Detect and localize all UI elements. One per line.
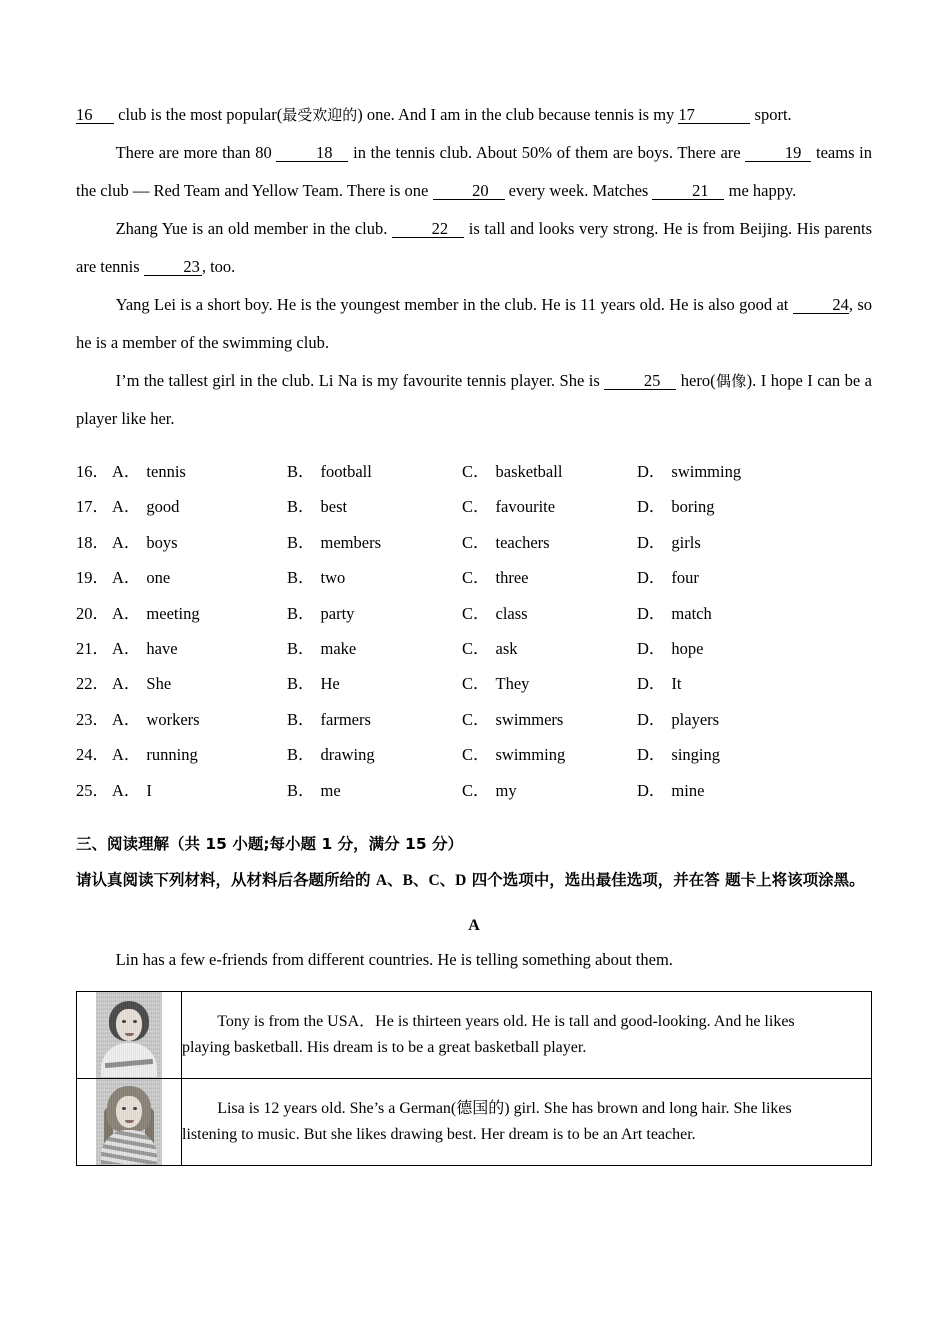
cloze-text: ). I hope I can be a player like her. xyxy=(76,371,873,428)
photo-cell xyxy=(77,1079,182,1166)
option-choice-c[interactable] xyxy=(462,525,637,560)
option-text: match xyxy=(671,603,712,623)
option-row xyxy=(76,596,872,631)
option-letter: D． xyxy=(637,709,666,729)
option-letter: C． xyxy=(462,462,490,481)
option-letter: B． xyxy=(287,532,315,552)
profile-line: Lisa is 12 years old. She’s a German(德国的) girl. She has brown and long hair. She likes xyxy=(217,1100,792,1118)
option-choice-b[interactable] xyxy=(287,525,462,560)
option-row-number: 21． xyxy=(76,639,109,659)
table-row xyxy=(77,992,872,1079)
blank-20[interactable]: 20 xyxy=(433,182,505,200)
option-text: He xyxy=(320,674,340,694)
option-text: ask xyxy=(495,639,518,659)
option-row xyxy=(76,525,872,560)
blank-22[interactable]: 22 xyxy=(392,220,464,238)
lisa-portrait xyxy=(96,1079,162,1165)
option-row xyxy=(76,454,872,489)
option-text: tennis xyxy=(146,462,186,481)
option-text: favourite xyxy=(495,497,556,517)
option-text: hope xyxy=(671,639,704,659)
option-text: football xyxy=(320,462,372,481)
option-letter: B． xyxy=(287,603,315,623)
option-choice-d[interactable] xyxy=(637,773,812,808)
option-letter: D． xyxy=(637,568,666,588)
option-text: have xyxy=(146,639,178,659)
option-choice-a[interactable] xyxy=(112,702,287,737)
blank-25[interactable]: 25 xyxy=(604,372,676,390)
option-row xyxy=(76,489,872,524)
option-text: three xyxy=(495,568,529,588)
cloze-text: I’m the tallest girl in the club. Li Na is my favourite tennis player. She is xyxy=(115,371,600,390)
option-choice-c[interactable] xyxy=(462,596,637,631)
option-choice-c[interactable] xyxy=(462,773,637,808)
option-row-number: 25． xyxy=(76,780,109,800)
option-letter: B． xyxy=(287,568,315,588)
option-letter: B． xyxy=(287,674,315,694)
option-choice-b[interactable] xyxy=(287,560,462,595)
option-text: meeting xyxy=(146,603,200,623)
option-text: singing xyxy=(671,745,721,765)
option-letter: D． xyxy=(637,497,666,517)
option-letter: D． xyxy=(637,674,666,694)
cloze-text: , too. xyxy=(201,257,236,276)
option-text: teachers xyxy=(495,532,550,552)
profile-line: Tony is from the USA．He is thirteen years old. He is tall and good-looking. And he likes xyxy=(217,1013,795,1031)
option-letter: A． xyxy=(112,709,141,729)
option-text: players xyxy=(671,709,720,729)
option-letter: B． xyxy=(287,745,315,765)
cloze-gloss-cn: 最受欢迎的 xyxy=(282,106,358,124)
profile-text-cell xyxy=(182,1079,872,1166)
cloze-text: is tall and looks very strong. He is from Beijing. His parents are tennis xyxy=(76,219,873,276)
cloze-text: club is the most popular( xyxy=(118,105,283,124)
option-choice-a[interactable] xyxy=(112,666,287,701)
option-text: boys xyxy=(146,532,178,552)
profile-text-cell xyxy=(182,992,872,1079)
option-choice-d[interactable] xyxy=(637,631,812,666)
option-choice-a[interactable] xyxy=(112,560,287,595)
option-letter: C． xyxy=(462,603,490,623)
tony-portrait xyxy=(96,992,162,1078)
option-choice-a[interactable] xyxy=(112,596,287,631)
option-choice-d[interactable] xyxy=(637,489,812,524)
blank-24[interactable]: 24 xyxy=(793,296,849,314)
option-choice-b[interactable] xyxy=(287,702,462,737)
option-text: good xyxy=(146,497,180,517)
option-letter: A． xyxy=(112,532,141,552)
option-letter: C． xyxy=(462,639,490,659)
cloze-text: me happy. xyxy=(728,181,797,200)
option-choice-a[interactable] xyxy=(112,773,287,808)
option-letter: C． xyxy=(462,709,490,729)
option-letter: D． xyxy=(637,462,666,481)
option-text: make xyxy=(320,639,357,659)
option-text: drawing xyxy=(320,745,375,765)
option-choice-c[interactable] xyxy=(462,560,637,595)
option-letter: C． xyxy=(462,745,490,765)
option-choice-c[interactable] xyxy=(462,737,637,772)
blank-21[interactable]: 21 xyxy=(652,182,724,200)
option-letter: B． xyxy=(287,497,315,517)
option-choice-a[interactable] xyxy=(112,489,287,524)
blank-16[interactable]: 16 xyxy=(76,106,114,124)
reading-part-letter: A xyxy=(468,917,480,935)
option-letter: B． xyxy=(287,462,315,481)
option-letter: A． xyxy=(112,603,141,623)
reading-section-heading: 三、阅读理解（共 15 小题;每小题 1 分，满分 15 分） xyxy=(76,835,464,854)
option-text: They xyxy=(495,674,530,694)
option-choice-c[interactable] xyxy=(462,631,637,666)
instruction-text-part1: 请认真阅读下列材料，从材料后各题所给的 xyxy=(76,871,376,890)
cloze-text: every week. Matches xyxy=(508,181,649,200)
option-row xyxy=(76,666,872,701)
option-row-number: 19． xyxy=(76,568,109,588)
option-row xyxy=(76,773,872,808)
cloze-text: There are more than 80 xyxy=(115,143,272,162)
cloze-paragraph-4 xyxy=(76,286,872,362)
profile-line: listening to music. But she likes drawing best. Her dream is to be an Art teacher. xyxy=(182,1126,696,1144)
reading-lead-in: Lin has a few e-friends from different countries. He is telling something about them. xyxy=(115,950,673,970)
option-text: swimmers xyxy=(495,709,564,729)
option-row-number: 16． xyxy=(76,462,109,481)
option-letter: B． xyxy=(287,780,315,800)
option-letter: A． xyxy=(112,639,141,659)
cloze-paragraph-5 xyxy=(76,362,872,438)
option-text: I xyxy=(146,780,152,800)
option-choice-d[interactable] xyxy=(637,666,812,701)
option-choice-a[interactable] xyxy=(112,631,287,666)
cloze-paragraph-2 xyxy=(76,134,872,210)
option-choice-d[interactable] xyxy=(637,560,812,595)
option-text: swimming xyxy=(671,462,742,481)
option-letter: C． xyxy=(462,674,490,694)
cloze-text: in the tennis club. About 50% of them are boys. There are xyxy=(353,143,741,162)
cloze-text: hero( xyxy=(680,371,716,390)
option-choice-a[interactable] xyxy=(112,737,287,772)
blank-19[interactable]: 19 xyxy=(745,144,811,162)
option-choice-c[interactable] xyxy=(462,489,637,524)
photo-cell xyxy=(77,992,182,1079)
option-text: girls xyxy=(671,532,701,552)
option-choice-b[interactable] xyxy=(287,773,462,808)
instruction-option-letters: A、B、C、D xyxy=(375,872,467,890)
blank-18[interactable]: 18 xyxy=(276,144,348,162)
option-choice-c[interactable] xyxy=(462,454,637,489)
cloze-text: Yang Lei is a short boy. He is the youngest member in the club. He is 11 years old. He is also good at xyxy=(115,295,789,314)
option-letter: D． xyxy=(637,745,666,765)
option-choice-b[interactable] xyxy=(287,737,462,772)
cloze-paragraph-3 xyxy=(76,210,872,286)
option-text: party xyxy=(320,603,355,623)
cloze-paragraph-1 xyxy=(76,96,872,134)
option-letter: C． xyxy=(462,497,490,517)
option-letter: D． xyxy=(637,603,666,623)
cloze-text: teams in the club — Red Team and Yellow Team. There is one xyxy=(76,143,873,200)
option-text: best xyxy=(320,497,348,517)
option-text: running xyxy=(146,745,198,765)
e-friends-table xyxy=(76,991,872,1166)
option-choice-b[interactable] xyxy=(287,489,462,524)
option-choice-d[interactable] xyxy=(637,737,812,772)
option-text: basketball xyxy=(495,462,563,481)
option-letter: D． xyxy=(637,532,666,552)
option-row-number: 23． xyxy=(76,709,109,729)
option-letter: C． xyxy=(462,780,490,800)
option-letter: B． xyxy=(287,639,315,659)
option-row xyxy=(76,560,872,595)
option-letter: A． xyxy=(112,745,141,765)
option-row-number: 17． xyxy=(76,497,109,517)
option-text: one xyxy=(146,568,171,588)
option-choice-d[interactable] xyxy=(637,596,812,631)
option-letter: D． xyxy=(637,780,666,800)
option-text: me xyxy=(320,780,341,800)
table-row xyxy=(77,1079,872,1166)
option-letter: A． xyxy=(112,780,141,800)
option-letter: A． xyxy=(112,462,141,481)
option-choice-b[interactable] xyxy=(287,596,462,631)
profile-line: playing basketball. His dream is to be a great basketball player. xyxy=(182,1039,587,1057)
option-letter: D． xyxy=(637,639,666,659)
option-choice-a[interactable] xyxy=(112,454,287,489)
option-choice-d[interactable] xyxy=(637,702,812,737)
page-content xyxy=(76,96,872,1166)
option-choice-b[interactable] xyxy=(287,666,462,701)
option-text: swimming xyxy=(495,745,566,765)
blank-17[interactable]: 17 xyxy=(678,106,750,124)
option-choice-d[interactable] xyxy=(637,454,812,489)
option-row xyxy=(76,702,872,737)
cloze-text: sport. xyxy=(754,105,792,124)
option-choice-d[interactable] xyxy=(637,525,812,560)
option-row xyxy=(76,737,872,772)
option-row xyxy=(76,631,872,666)
blank-23[interactable]: 23 xyxy=(144,258,202,276)
cloze-text: Zhang Yue is an old member in the club. xyxy=(115,219,388,238)
option-row-number: 22． xyxy=(76,674,109,694)
cloze-text: ) one. And I am in the club because tennis is my xyxy=(357,105,675,124)
option-row-number: 24． xyxy=(76,745,109,765)
option-choice-c[interactable] xyxy=(462,702,637,737)
option-text: four xyxy=(671,568,699,588)
cloze-passage xyxy=(76,96,872,438)
reading-section-instruction xyxy=(76,862,872,899)
option-text: It xyxy=(671,674,682,694)
option-text: workers xyxy=(146,709,200,729)
option-choice-c[interactable] xyxy=(462,666,637,701)
option-letter: C． xyxy=(462,532,490,552)
instruction-text-part2: 四个选项中，选出最佳选项，并在答 题卡上将该项涂黑。 xyxy=(466,871,865,890)
option-text: two xyxy=(320,568,346,588)
option-row-number: 20． xyxy=(76,603,109,623)
option-letter: A． xyxy=(112,568,141,588)
cloze-options-list xyxy=(76,454,872,808)
option-text: mine xyxy=(671,780,705,800)
option-text: farmers xyxy=(320,709,371,729)
option-text: members xyxy=(320,532,381,552)
option-row-number: 18． xyxy=(76,532,109,552)
option-choice-b[interactable] xyxy=(287,631,462,666)
option-letter: C． xyxy=(462,568,490,588)
option-letter: A． xyxy=(112,674,141,694)
option-choice-a[interactable] xyxy=(112,525,287,560)
option-text: boring xyxy=(671,497,715,517)
option-letter: A． xyxy=(112,497,141,517)
option-text: my xyxy=(495,780,517,800)
option-text: She xyxy=(146,674,172,694)
cloze-gloss-cn: 偶像 xyxy=(715,372,747,390)
cloze-text: , so he is a member of the swimming club. xyxy=(76,295,872,352)
option-letter: B． xyxy=(287,709,315,729)
option-choice-b[interactable] xyxy=(287,454,462,489)
option-text: class xyxy=(495,603,528,623)
